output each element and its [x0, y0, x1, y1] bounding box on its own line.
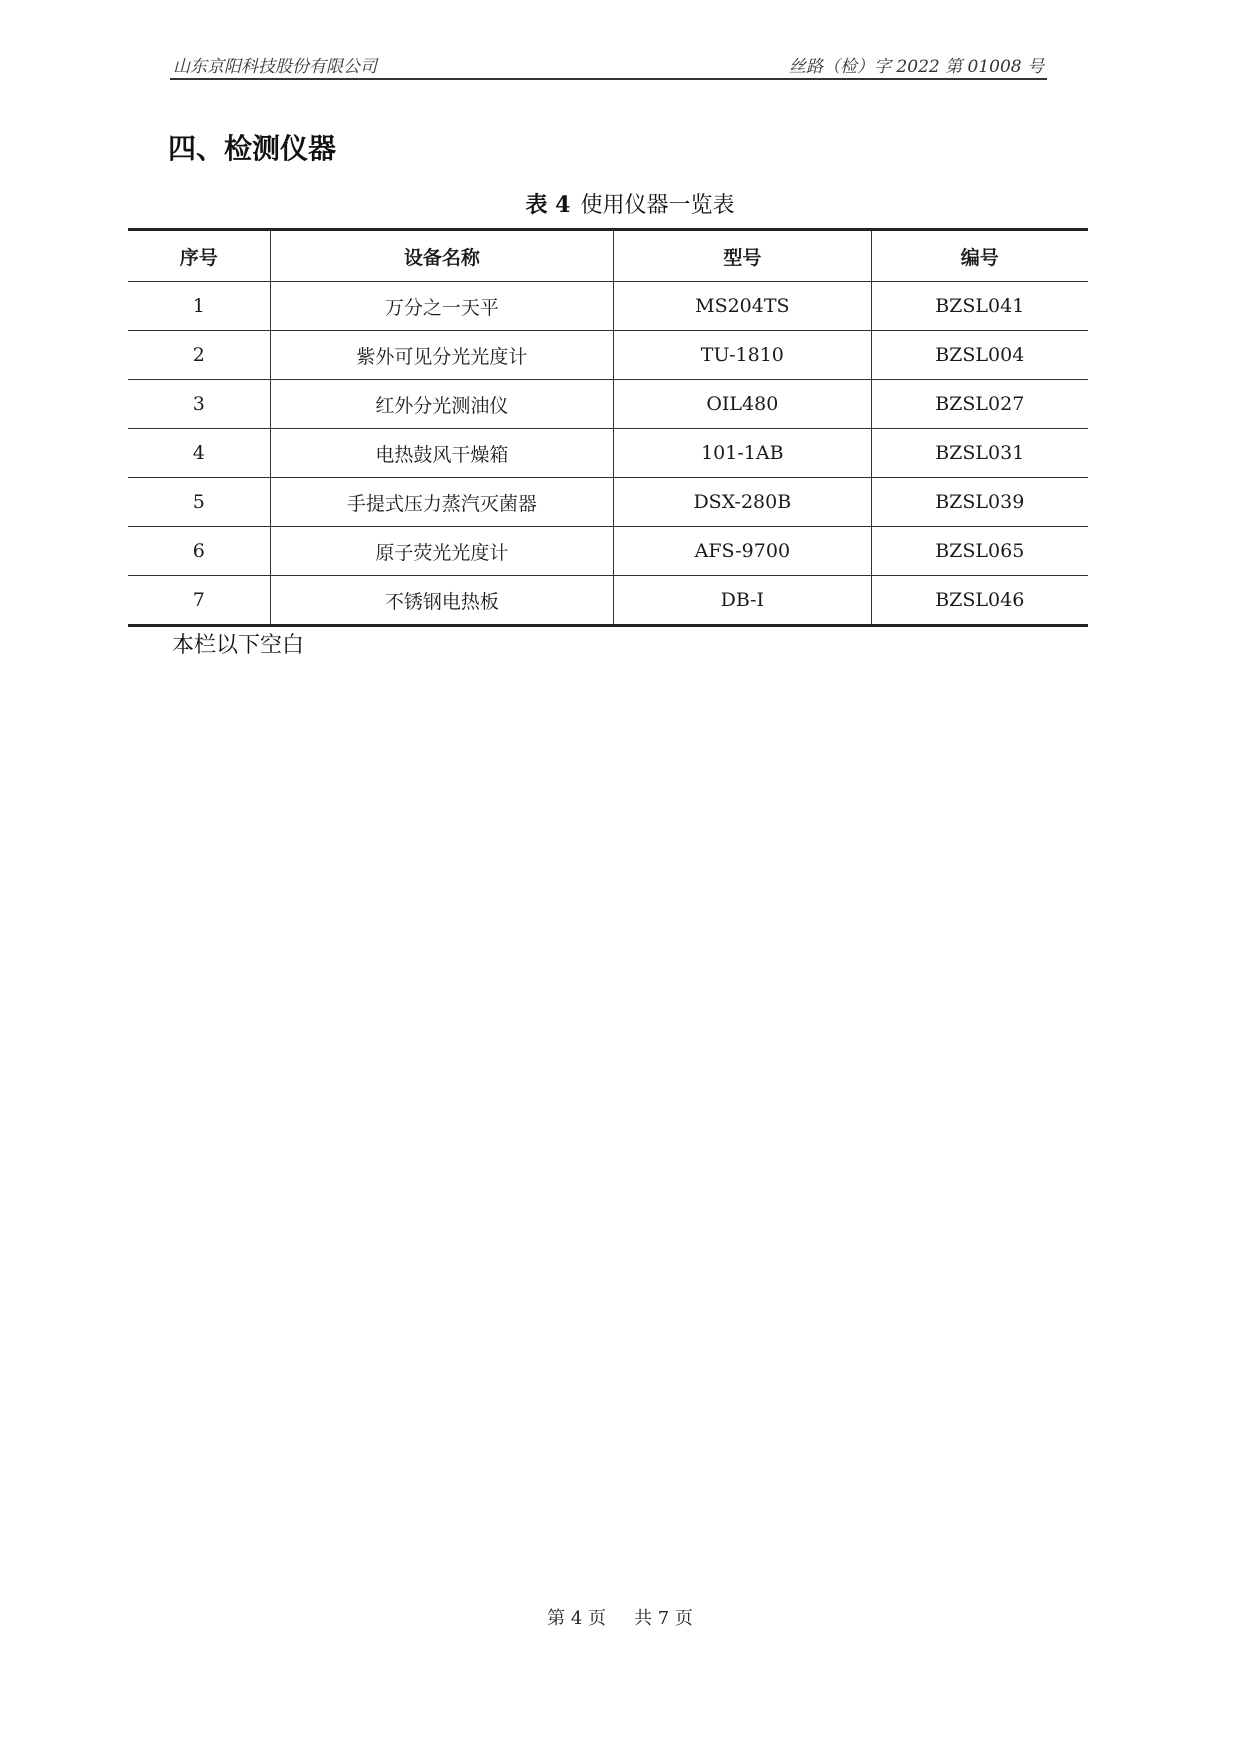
cell-no: 3 [128, 380, 270, 429]
section-title: 四、检测仪器 [168, 132, 337, 165]
cell-code: BZSL027 [871, 380, 1088, 429]
table-caption-text: 使用仪器一览表 [580, 193, 735, 218]
report-number: 丝路（检）字 2022 第 01008 号 [789, 57, 1044, 77]
cell-model: DSX-280B [614, 478, 871, 527]
table-row [128, 282, 1088, 331]
cell-model: 101-1AB [614, 429, 871, 478]
table-caption [500, 188, 760, 219]
cell-name: 红外分光测油仪 [270, 380, 614, 429]
cell-no: 1 [128, 282, 270, 331]
table-row [128, 331, 1088, 380]
page-total: 共 7 页 [634, 1608, 693, 1629]
cell-code: BZSL004 [871, 331, 1088, 380]
cell-model: DB-I [614, 576, 871, 626]
table-row [128, 380, 1088, 429]
cell-name: 手提式压力蒸汽灭菌器 [270, 478, 614, 527]
cell-no: 7 [128, 576, 270, 626]
cell-model: OIL480 [614, 380, 871, 429]
instruments-table [128, 228, 1088, 627]
table-row [128, 527, 1088, 576]
header-divider [170, 78, 1047, 80]
table-row [128, 576, 1088, 626]
cell-model: AFS-9700 [614, 527, 871, 576]
table-row [128, 429, 1088, 478]
cell-code: BZSL041 [871, 282, 1088, 331]
cell-no: 2 [128, 331, 270, 380]
cell-name: 电热鼓风干燥箱 [270, 429, 614, 478]
column-header-code: 编号 [871, 230, 1088, 282]
cell-no: 4 [128, 429, 270, 478]
column-header-no: 序号 [128, 230, 270, 282]
page-footer [0, 1604, 1240, 1630]
cell-no: 6 [128, 527, 270, 576]
table-caption-number: 表 4 [525, 192, 571, 218]
cell-model: MS204TS [614, 282, 871, 331]
cell-name: 紫外可见分光光度计 [270, 331, 614, 380]
cell-name: 万分之一天平 [270, 282, 614, 331]
cell-no: 5 [128, 478, 270, 527]
cell-model: TU-1810 [614, 331, 871, 380]
table-row [128, 478, 1088, 527]
cell-code: BZSL046 [871, 576, 1088, 626]
cell-code: BZSL039 [871, 478, 1088, 527]
column-header-name: 设备名称 [270, 230, 614, 282]
column-header-model: 型号 [614, 230, 871, 282]
blank-below-note: 本栏以下空白 [172, 633, 305, 658]
page-number: 第 4 页 [547, 1608, 606, 1629]
cell-code: BZSL031 [871, 429, 1088, 478]
cell-code: BZSL065 [871, 527, 1088, 576]
cell-name: 原子荧光光度计 [270, 527, 614, 576]
table-header-row [128, 230, 1088, 282]
company-name: 山东京阳科技股份有限公司 [173, 57, 377, 77]
cell-name: 不锈钢电热板 [270, 576, 614, 626]
